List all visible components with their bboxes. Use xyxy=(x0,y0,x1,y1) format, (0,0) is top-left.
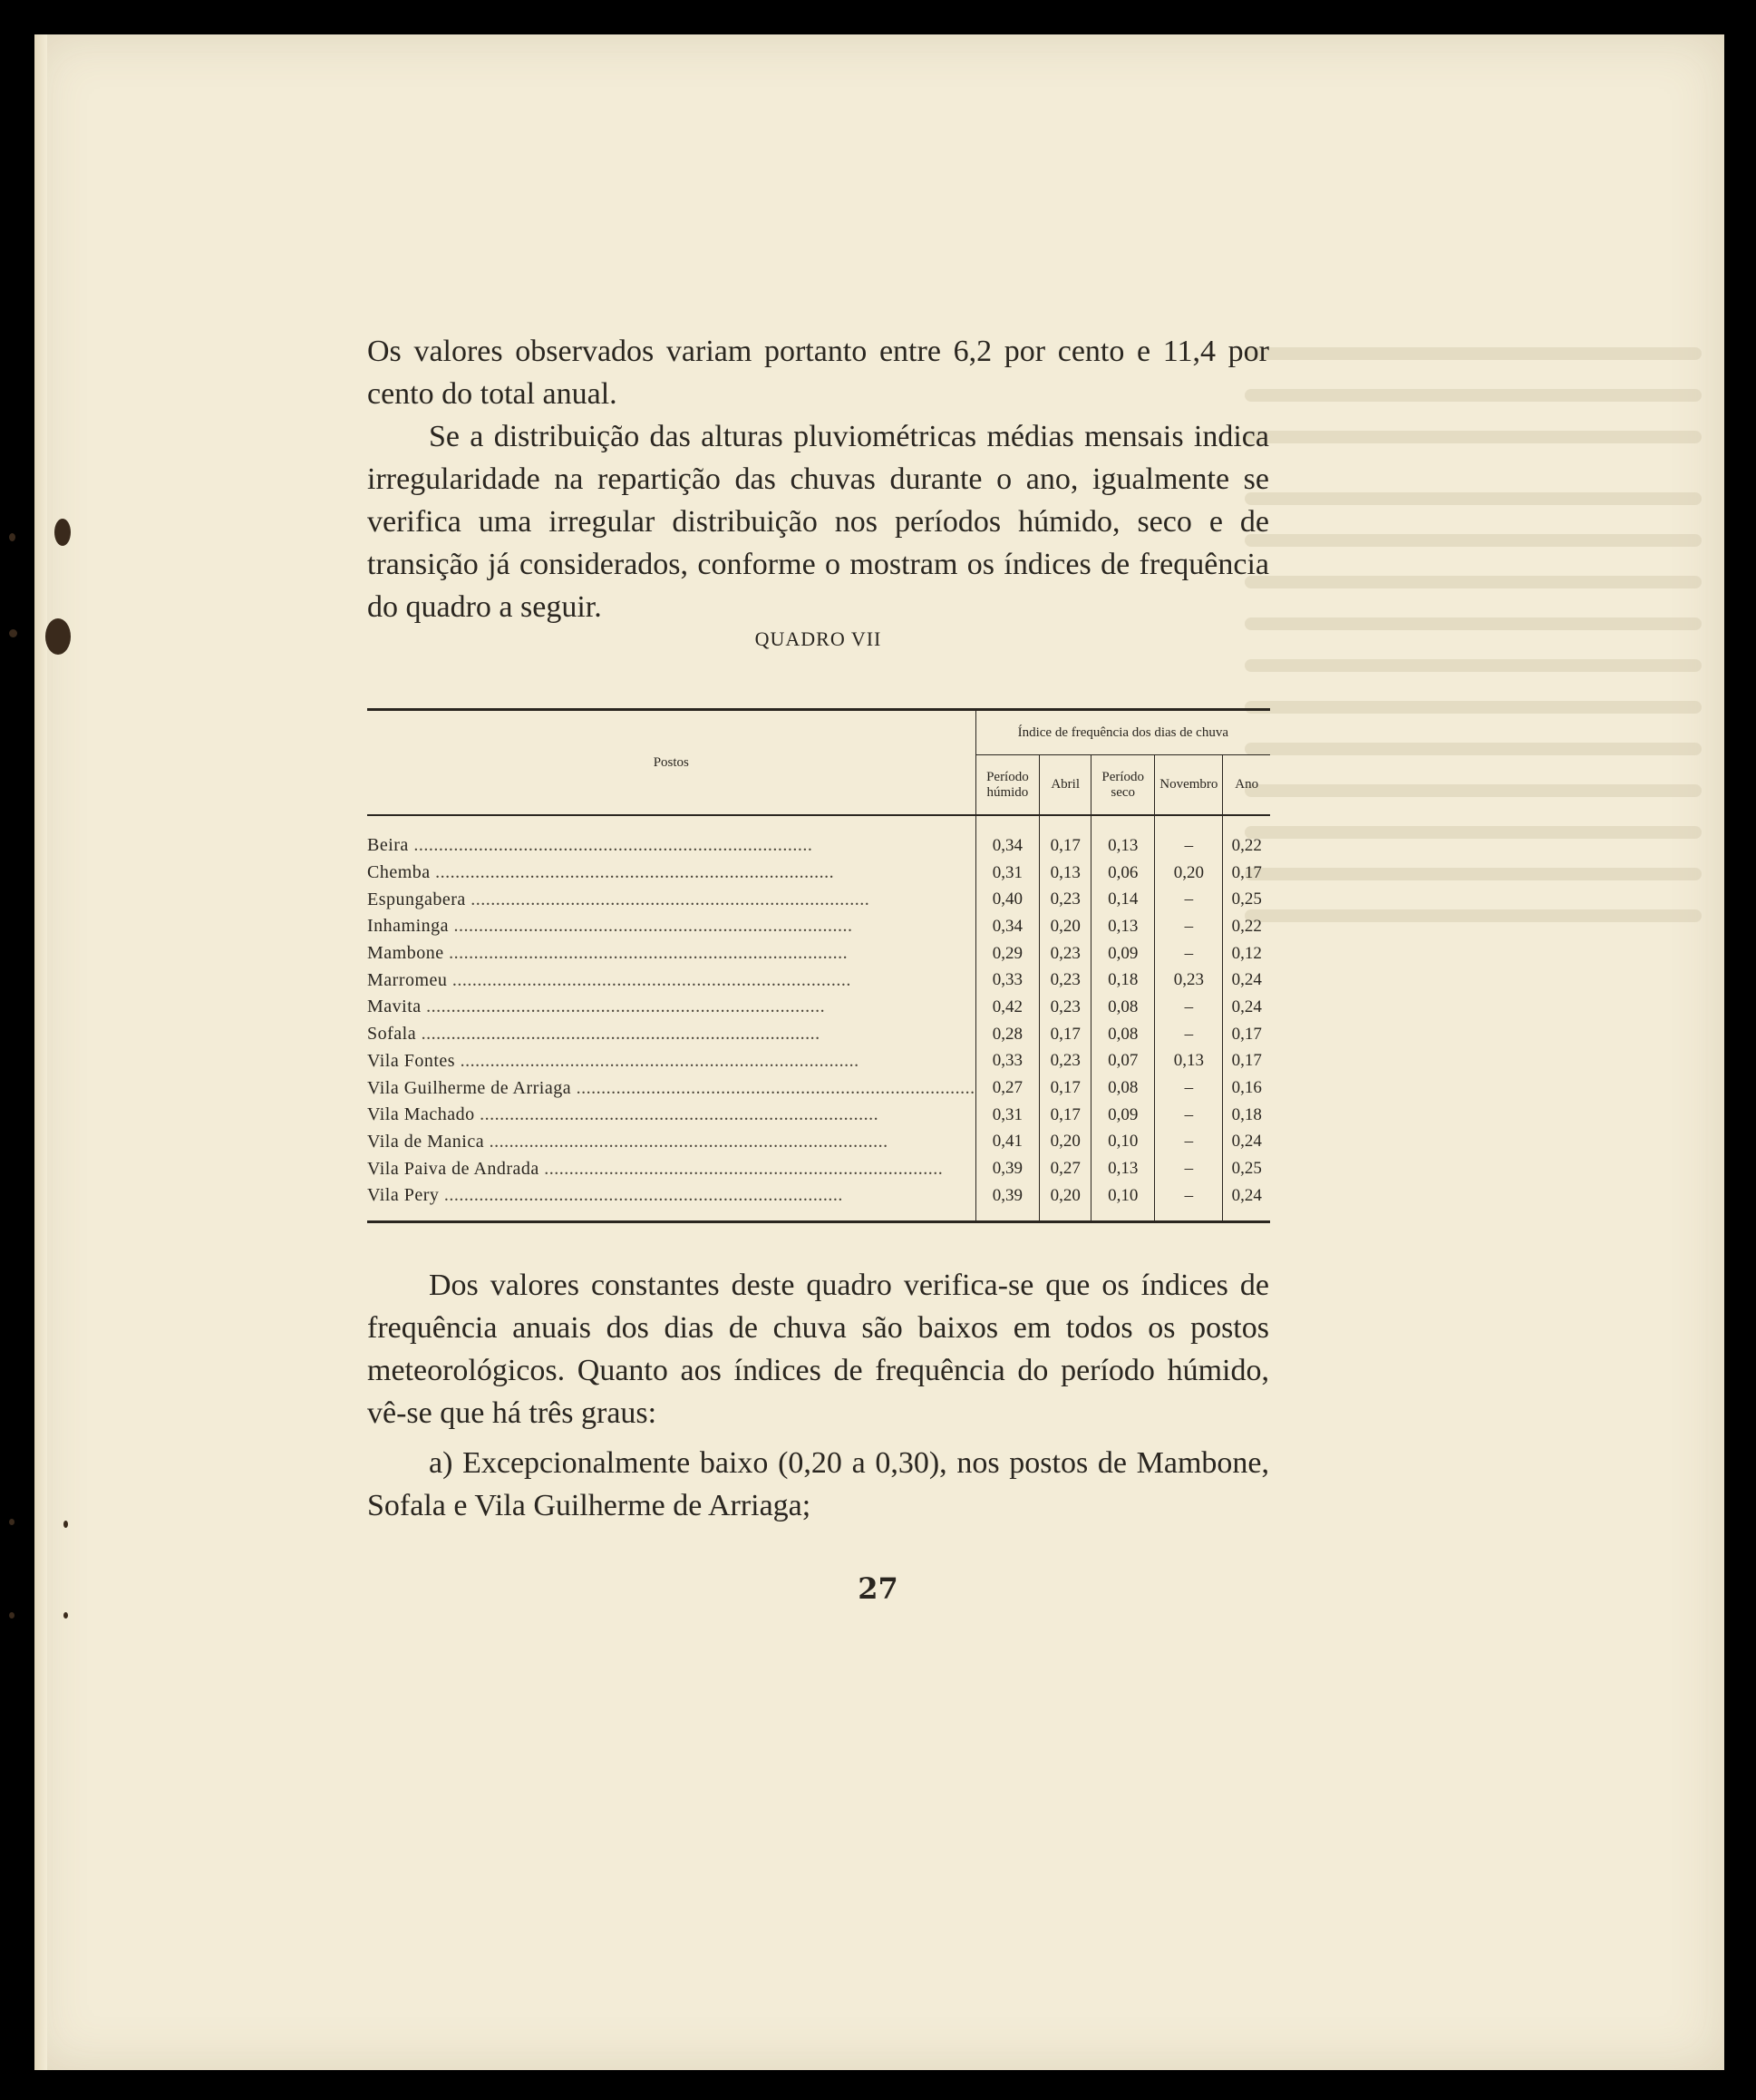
leader-dots: ................................................................................ xyxy=(484,1131,888,1152)
analysis-text xyxy=(367,1264,1269,1527)
value-cell: 0,31 xyxy=(975,860,1040,887)
posto-name: Vila Paiva de Andrada xyxy=(367,1158,539,1179)
paper-stain xyxy=(9,629,17,637)
value-cell: 0,23 xyxy=(1040,994,1091,1021)
value-cell: 0,20 xyxy=(1155,860,1223,887)
value-cell: 0,41 xyxy=(975,1129,1040,1156)
table-row xyxy=(367,832,1270,860)
intro-text xyxy=(367,330,1269,628)
value-cell: 0,28 xyxy=(975,1021,1040,1048)
value-cell: 0,08 xyxy=(1091,1074,1155,1102)
value-cell: 0,10 xyxy=(1091,1182,1155,1210)
posto-cell xyxy=(367,860,975,887)
value-cell: 0,27 xyxy=(975,1074,1040,1102)
posto-cell xyxy=(367,994,975,1021)
paper-stain xyxy=(54,519,71,546)
posto-cell xyxy=(367,886,975,913)
page-number: 27 xyxy=(858,1571,898,1606)
paper-stain xyxy=(9,533,15,541)
value-cell: 0,22 xyxy=(1223,913,1270,940)
paragraph: Os valores observados variam portanto entre 6,2 por cento e 11,4 por cento do total anual. xyxy=(367,335,1269,411)
table-row xyxy=(367,1129,1270,1156)
value-cell: 0,06 xyxy=(1091,860,1155,887)
posto-cell xyxy=(367,1102,975,1129)
leader-dots: ................................................................................ xyxy=(465,889,870,909)
value-cell: 0,39 xyxy=(975,1182,1040,1210)
paragraph: Dos valores constantes deste quadro verifica-se que os índices de frequência anuais dos dias de chuva são baixos em todos os postos meteorológicos. Quanto aos índices de frequência do período húmido, vê-se que há três graus: xyxy=(367,1269,1269,1430)
leader-dots: ................................................................................ xyxy=(439,1185,843,1206)
table-row xyxy=(367,1074,1270,1102)
paragraph: a) Excepcionalmente baixo (0,20 a 0,30), nos postos de Mambone, Sofala e Vila Guilherme de Arriaga; xyxy=(367,1446,1269,1522)
table-row xyxy=(367,1021,1270,1048)
column-header-postos: Postos xyxy=(367,710,975,816)
leader-dots: ................................................................................ xyxy=(474,1104,879,1125)
column-header: Período seco xyxy=(1091,755,1155,816)
posto-cell xyxy=(367,1182,975,1210)
posto-name: Inhaminga xyxy=(367,916,450,937)
table-row xyxy=(367,967,1270,994)
value-cell: 0,08 xyxy=(1091,994,1155,1021)
value-cell: 0,23 xyxy=(1040,967,1091,994)
leader-dots: ................................................................................ xyxy=(416,1024,820,1045)
column-header: Abril xyxy=(1040,755,1091,816)
leader-dots: ................................................................................ xyxy=(447,969,851,990)
value-cell: 0,24 xyxy=(1223,967,1270,994)
value-cell: 0,34 xyxy=(975,913,1040,940)
posto-cell xyxy=(367,832,975,860)
value-cell: 0,33 xyxy=(975,967,1040,994)
value-cell: 0,34 xyxy=(975,832,1040,860)
posto-cell xyxy=(367,1129,975,1156)
value-cell: 0,07 xyxy=(1091,1048,1155,1075)
value-cell: 0,13 xyxy=(1091,913,1155,940)
value-cell: – xyxy=(1155,832,1223,860)
value-cell: 0,40 xyxy=(975,886,1040,913)
value-cell: 0,24 xyxy=(1223,1129,1270,1156)
value-cell: – xyxy=(1155,1021,1223,1048)
leader-dots: ................................................................................ xyxy=(408,835,813,856)
value-cell: 0,20 xyxy=(1040,913,1091,940)
column-header: Período húmido xyxy=(975,755,1040,816)
posto-name: Vila Machado xyxy=(367,1104,475,1125)
value-cell: – xyxy=(1155,1102,1223,1129)
posto-name: Sofala xyxy=(367,1024,417,1045)
value-cell: 0,39 xyxy=(975,1155,1040,1182)
paper-stain xyxy=(9,1612,15,1619)
posto-name: Espungabera xyxy=(367,889,466,909)
paper-stain xyxy=(63,1521,68,1528)
value-cell: 0,20 xyxy=(1040,1129,1091,1156)
posto-name: Chemba xyxy=(367,862,431,883)
posto-name: Vila Guilherme de Arriaga xyxy=(367,1077,572,1098)
paper-stain xyxy=(63,1612,68,1619)
value-cell: 0,18 xyxy=(1223,1102,1270,1129)
posto-cell xyxy=(367,940,975,967)
value-cell: – xyxy=(1155,886,1223,913)
posto-name: Vila Pery xyxy=(367,1185,440,1206)
posto-name: Mambone xyxy=(367,943,444,964)
value-cell: 0,29 xyxy=(975,940,1040,967)
value-cell: 0,17 xyxy=(1223,1048,1270,1075)
posto-cell xyxy=(367,1021,975,1048)
value-cell: 0,42 xyxy=(975,994,1040,1021)
value-cell: 0,24 xyxy=(1223,994,1270,1021)
table-row xyxy=(367,860,1270,887)
value-cell: 0,20 xyxy=(1040,1182,1091,1210)
leader-dots: ................................................................................ xyxy=(421,997,826,1017)
table-row xyxy=(367,994,1270,1021)
value-cell: 0,24 xyxy=(1223,1182,1270,1210)
leader-dots: ................................................................................ xyxy=(455,1050,859,1071)
value-cell: 0,13 xyxy=(1091,1155,1155,1182)
value-cell: 0,17 xyxy=(1040,1021,1091,1048)
value-cell: 0,23 xyxy=(1040,886,1091,913)
posto-name: Vila de Manica xyxy=(367,1131,485,1152)
value-cell: – xyxy=(1155,1182,1223,1210)
posto-name: Mavita xyxy=(367,997,422,1017)
leader-dots: ................................................................................ xyxy=(538,1158,944,1179)
value-cell: 0,17 xyxy=(1040,1102,1091,1129)
posto-cell xyxy=(367,1048,975,1075)
table-row xyxy=(367,940,1270,967)
table-row xyxy=(367,886,1270,913)
value-cell: 0,25 xyxy=(1223,1155,1270,1182)
value-cell: 0,09 xyxy=(1091,940,1155,967)
value-cell: 0,09 xyxy=(1091,1102,1155,1129)
value-cell: 0,23 xyxy=(1155,967,1223,994)
table-row xyxy=(367,1102,1270,1129)
page-edge-shadow xyxy=(34,34,47,2070)
leader-dots: ................................................................................ xyxy=(443,943,849,964)
value-cell: 0,22 xyxy=(1223,832,1270,860)
value-cell: 0,13 xyxy=(1091,832,1155,860)
posto-cell xyxy=(367,913,975,940)
value-cell: 0,25 xyxy=(1223,886,1270,913)
leader-dots: ................................................................................ xyxy=(571,1077,975,1098)
table-row xyxy=(367,913,1270,940)
value-cell: 0,13 xyxy=(1155,1048,1223,1075)
table-row xyxy=(367,1155,1270,1182)
value-cell: 0,31 xyxy=(975,1102,1040,1129)
posto-name: Beira xyxy=(367,835,409,856)
value-cell: 0,16 xyxy=(1223,1074,1270,1102)
table-row xyxy=(367,1182,1270,1210)
value-cell: – xyxy=(1155,1074,1223,1102)
value-cell: – xyxy=(1155,994,1223,1021)
value-cell: 0,14 xyxy=(1091,886,1155,913)
value-cell: 0,27 xyxy=(1040,1155,1091,1182)
paper-stain xyxy=(45,618,71,655)
frequency-table xyxy=(367,708,1270,1223)
column-header: Novembro xyxy=(1155,755,1223,816)
table-row xyxy=(367,1048,1270,1075)
value-cell: – xyxy=(1155,1155,1223,1182)
value-cell: 0,13 xyxy=(1040,860,1091,887)
value-cell: 0,08 xyxy=(1091,1021,1155,1048)
value-cell: 0,17 xyxy=(1223,1021,1270,1048)
leader-dots: ................................................................................ xyxy=(430,862,835,883)
value-cell: 0,17 xyxy=(1040,832,1091,860)
column-header: Ano xyxy=(1223,755,1270,816)
value-cell: 0,33 xyxy=(975,1048,1040,1075)
value-cell: 0,10 xyxy=(1091,1129,1155,1156)
paragraph: Se a distribuição das alturas pluviométricas médias mensais indica irregularidade na repartição das chuvas durante o ano, igualmente se verifica uma irregular distribuição nos períodos húmido, seco e de transição já considerados, conforme o mostram os índices de frequência do quadro a seguir. xyxy=(367,420,1269,624)
value-cell: – xyxy=(1155,913,1223,940)
posto-name: Vila Fontes xyxy=(367,1050,456,1071)
posto-cell xyxy=(367,967,975,994)
value-cell: 0,23 xyxy=(1040,940,1091,967)
paper-stain xyxy=(9,1519,15,1525)
posto-name: Marromeu xyxy=(367,969,448,990)
posto-cell xyxy=(367,1155,975,1182)
value-cell: – xyxy=(1155,1129,1223,1156)
value-cell: 0,23 xyxy=(1040,1048,1091,1075)
table-title: QUADRO VII xyxy=(754,627,882,650)
posto-cell xyxy=(367,1074,975,1102)
value-cell: 0,17 xyxy=(1040,1074,1091,1102)
leader-dots: ................................................................................ xyxy=(449,916,853,937)
value-cell: 0,18 xyxy=(1091,967,1155,994)
value-cell: 0,17 xyxy=(1223,860,1270,887)
column-group-header: Índice de frequência dos dias de chuva xyxy=(975,710,1270,755)
value-cell: – xyxy=(1155,940,1223,967)
value-cell: 0,12 xyxy=(1223,940,1270,967)
